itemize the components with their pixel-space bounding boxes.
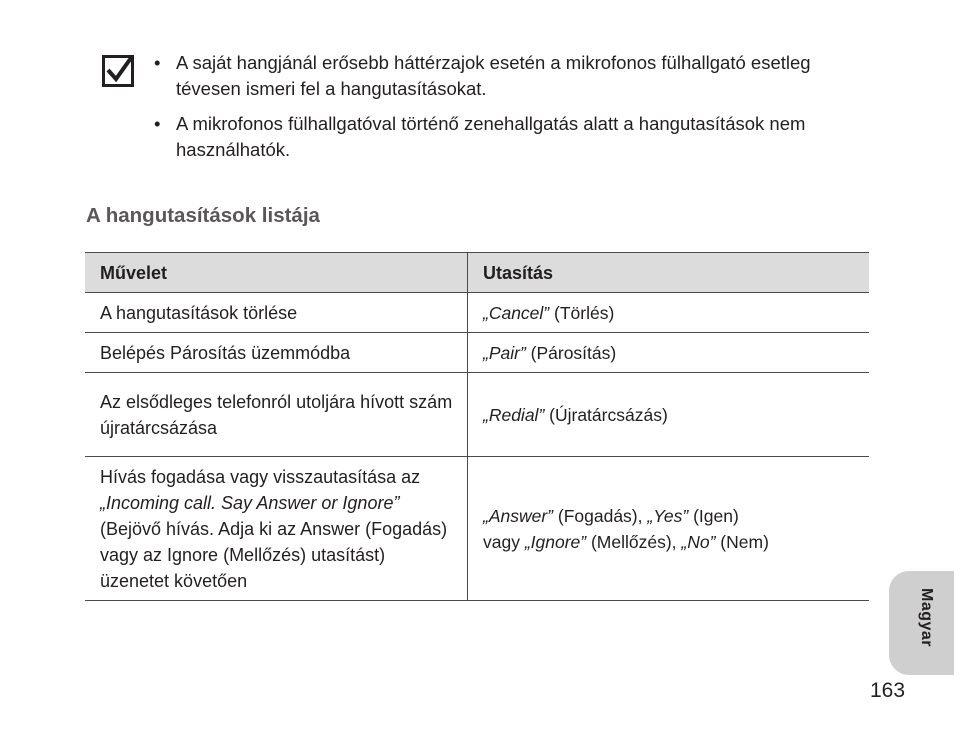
command-quote: „Cancel” [483, 302, 550, 323]
command-cell [468, 373, 870, 457]
action-quote: „Incoming call. Say Answer or Ignore” [100, 492, 400, 513]
table-row [85, 457, 869, 601]
header-command: Utasítás [468, 253, 870, 293]
language-tab-label: Magyar [918, 588, 935, 648]
table-row [85, 373, 869, 457]
command-text: vagy [483, 531, 525, 552]
voice-command-table [85, 252, 869, 601]
table-row [85, 293, 869, 333]
note-item [154, 111, 854, 163]
command-quote: „Answer” [483, 505, 554, 526]
action-text: Hívás fogadása vagy visszautasítása az [100, 466, 421, 487]
command-quote: „Pair” [483, 342, 526, 363]
checkbox-check-icon [102, 55, 134, 87]
command-quote: „Yes” [647, 505, 689, 526]
command-quote: „Redial” [483, 404, 545, 425]
command-cell [468, 457, 870, 601]
bullet: • [154, 52, 161, 73]
table-header-row [85, 253, 869, 293]
command-quote: „No” [681, 531, 716, 552]
language-tab [889, 571, 954, 675]
command-cell [468, 293, 870, 333]
command-translation: (Törlés) [549, 302, 615, 323]
page-number: 163 [870, 679, 906, 702]
action-text: (Bejövő hívás. Adja ki az Answer (Fogadás) vagy az Ignore (Mellőzés) utasítást) üzenetet követően [100, 518, 448, 591]
bullet: • [154, 113, 161, 134]
action-cell [85, 457, 468, 601]
command-translation: (Mellőzés), [586, 531, 682, 552]
section-title: A hangutasítások listája [86, 204, 320, 227]
action-cell: Belépés Párosítás üzemmódba [85, 333, 468, 373]
action-cell: A hangutasítások törlése [85, 293, 468, 333]
note-text: A saját hangjánál erősebb háttérzajok esetén a mikrofonos fülhallgató esetleg tévesen ismeri fel a hangutasításokat. [176, 52, 811, 99]
header-action: Művelet [85, 253, 468, 293]
command-translation: (Párosítás) [525, 342, 617, 363]
note-item [154, 50, 854, 102]
note-text: A mikrofonos fülhallgatóval történő zenehallgatás alatt a hangutasítások nem használhatók. [176, 113, 806, 160]
command-translation: (Nem) [715, 531, 769, 552]
note-list [154, 50, 854, 172]
command-translation: (Fogadás), [553, 505, 648, 526]
action-cell: Az elsődleges telefonról utoljára hívott szám újratárcsázása [85, 373, 468, 457]
command-translation: (Igen) [688, 505, 739, 526]
table-row [85, 333, 869, 373]
command-translation: (Újratárcsázás) [544, 404, 668, 425]
command-cell [468, 333, 870, 373]
command-quote: „Ignore” [524, 531, 587, 552]
